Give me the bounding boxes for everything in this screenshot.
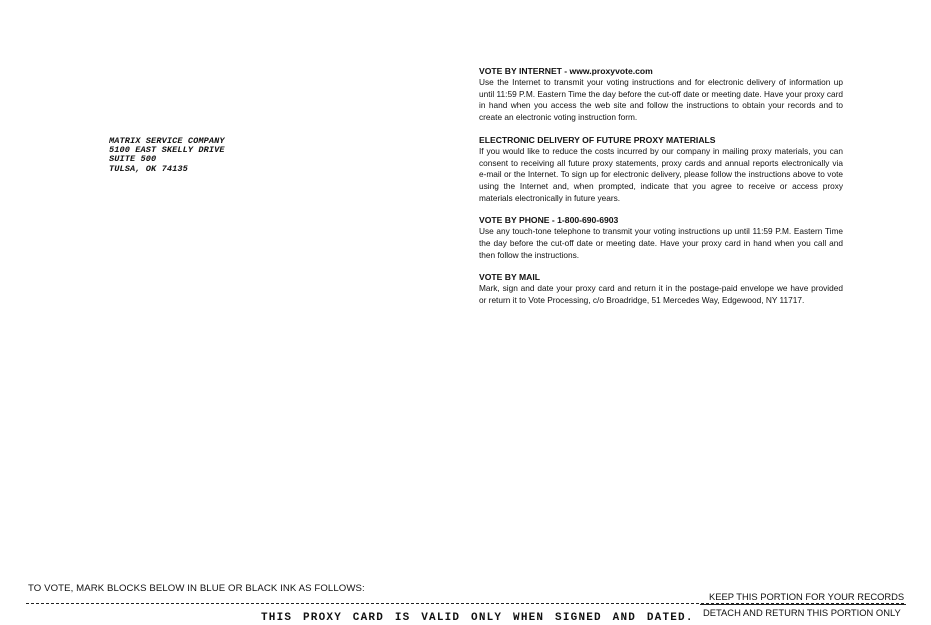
electronic-delivery-section xyxy=(479,135,843,205)
electronic-delivery-title: ELECTRONIC DELIVERY OF FUTURE PROXY MATERIALS xyxy=(479,134,716,145)
vote-by-mail-section xyxy=(479,272,843,306)
vote-by-phone-section xyxy=(479,215,843,261)
keep-portion-label: KEEP THIS PORTION FOR YOUR RECORDS xyxy=(709,591,905,602)
vote-by-mail-body: Mark, sign and date your proxy card and return it in the postage-paid envelope we have provided or return it to Vote Processing, c/o Broadridge, 51 Mercedes Way, Edgewood, NY 11717. xyxy=(479,283,843,306)
vote-marking-instruction: TO VOTE, MARK BLOCKS BELOW IN BLUE OR BLACK INK AS FOLLOWS: xyxy=(28,583,365,594)
address-line-company: MATRIX SERVICE COMPANY xyxy=(109,136,225,146)
electronic-delivery-body: If you would like to reduce the costs incurred by our company in mailing proxy materials, you can consent to receiving all future proxy statements, proxy cards and annual reports electronically via e-mail or the Internet. To sign up for electronic delivery, please follow the instructions above to vote using the Internet and, when prompted, indicate that you agree to receive or access proxy materials electronically in future years. xyxy=(479,145,843,203)
vote-by-mail-title: VOTE BY MAIL xyxy=(479,272,540,283)
detach-portion-label: DETACH AND RETURN THIS PORTION ONLY xyxy=(703,607,901,618)
vote-by-phone-body: Use any touch-tone telephone to transmit your voting instructions up until 11:59 P.M. Eastern Time the day before the cut-off date or meeting date. Have your proxy card in hand when you call and then follow the instructions. xyxy=(479,226,843,260)
address-line-city: TULSA, OK 74135 xyxy=(109,163,188,174)
address-line-street: 5100 EAST SKELLY DRIVE xyxy=(109,145,225,156)
vote-by-internet-body: Use the Internet to transmit your voting instructions and for electronic delivery of information up until 11:59 P.M. Eastern Time the day before the cut-off date or meeting date. Have your proxy card in hand when you access the web site and follow the instructions to obtain your records and to create an electronic voting instruction form. xyxy=(479,77,843,123)
voting-instructions xyxy=(479,66,843,318)
vote-by-internet-section xyxy=(479,66,843,124)
address-line-suite: SUITE 500 xyxy=(109,154,157,165)
vote-by-phone-title: VOTE BY PHONE - 1-800-690-6903 xyxy=(479,215,619,226)
keep-portion-underline xyxy=(700,604,906,605)
proxy-card-valid-notice: THIS PROXY CARD IS VALID ONLY WHEN SIGNED AND DATED. xyxy=(261,612,694,624)
vote-by-internet-title: VOTE BY INTERNET - www.proxyvote.com xyxy=(479,66,653,76)
mailing-address xyxy=(109,137,225,174)
